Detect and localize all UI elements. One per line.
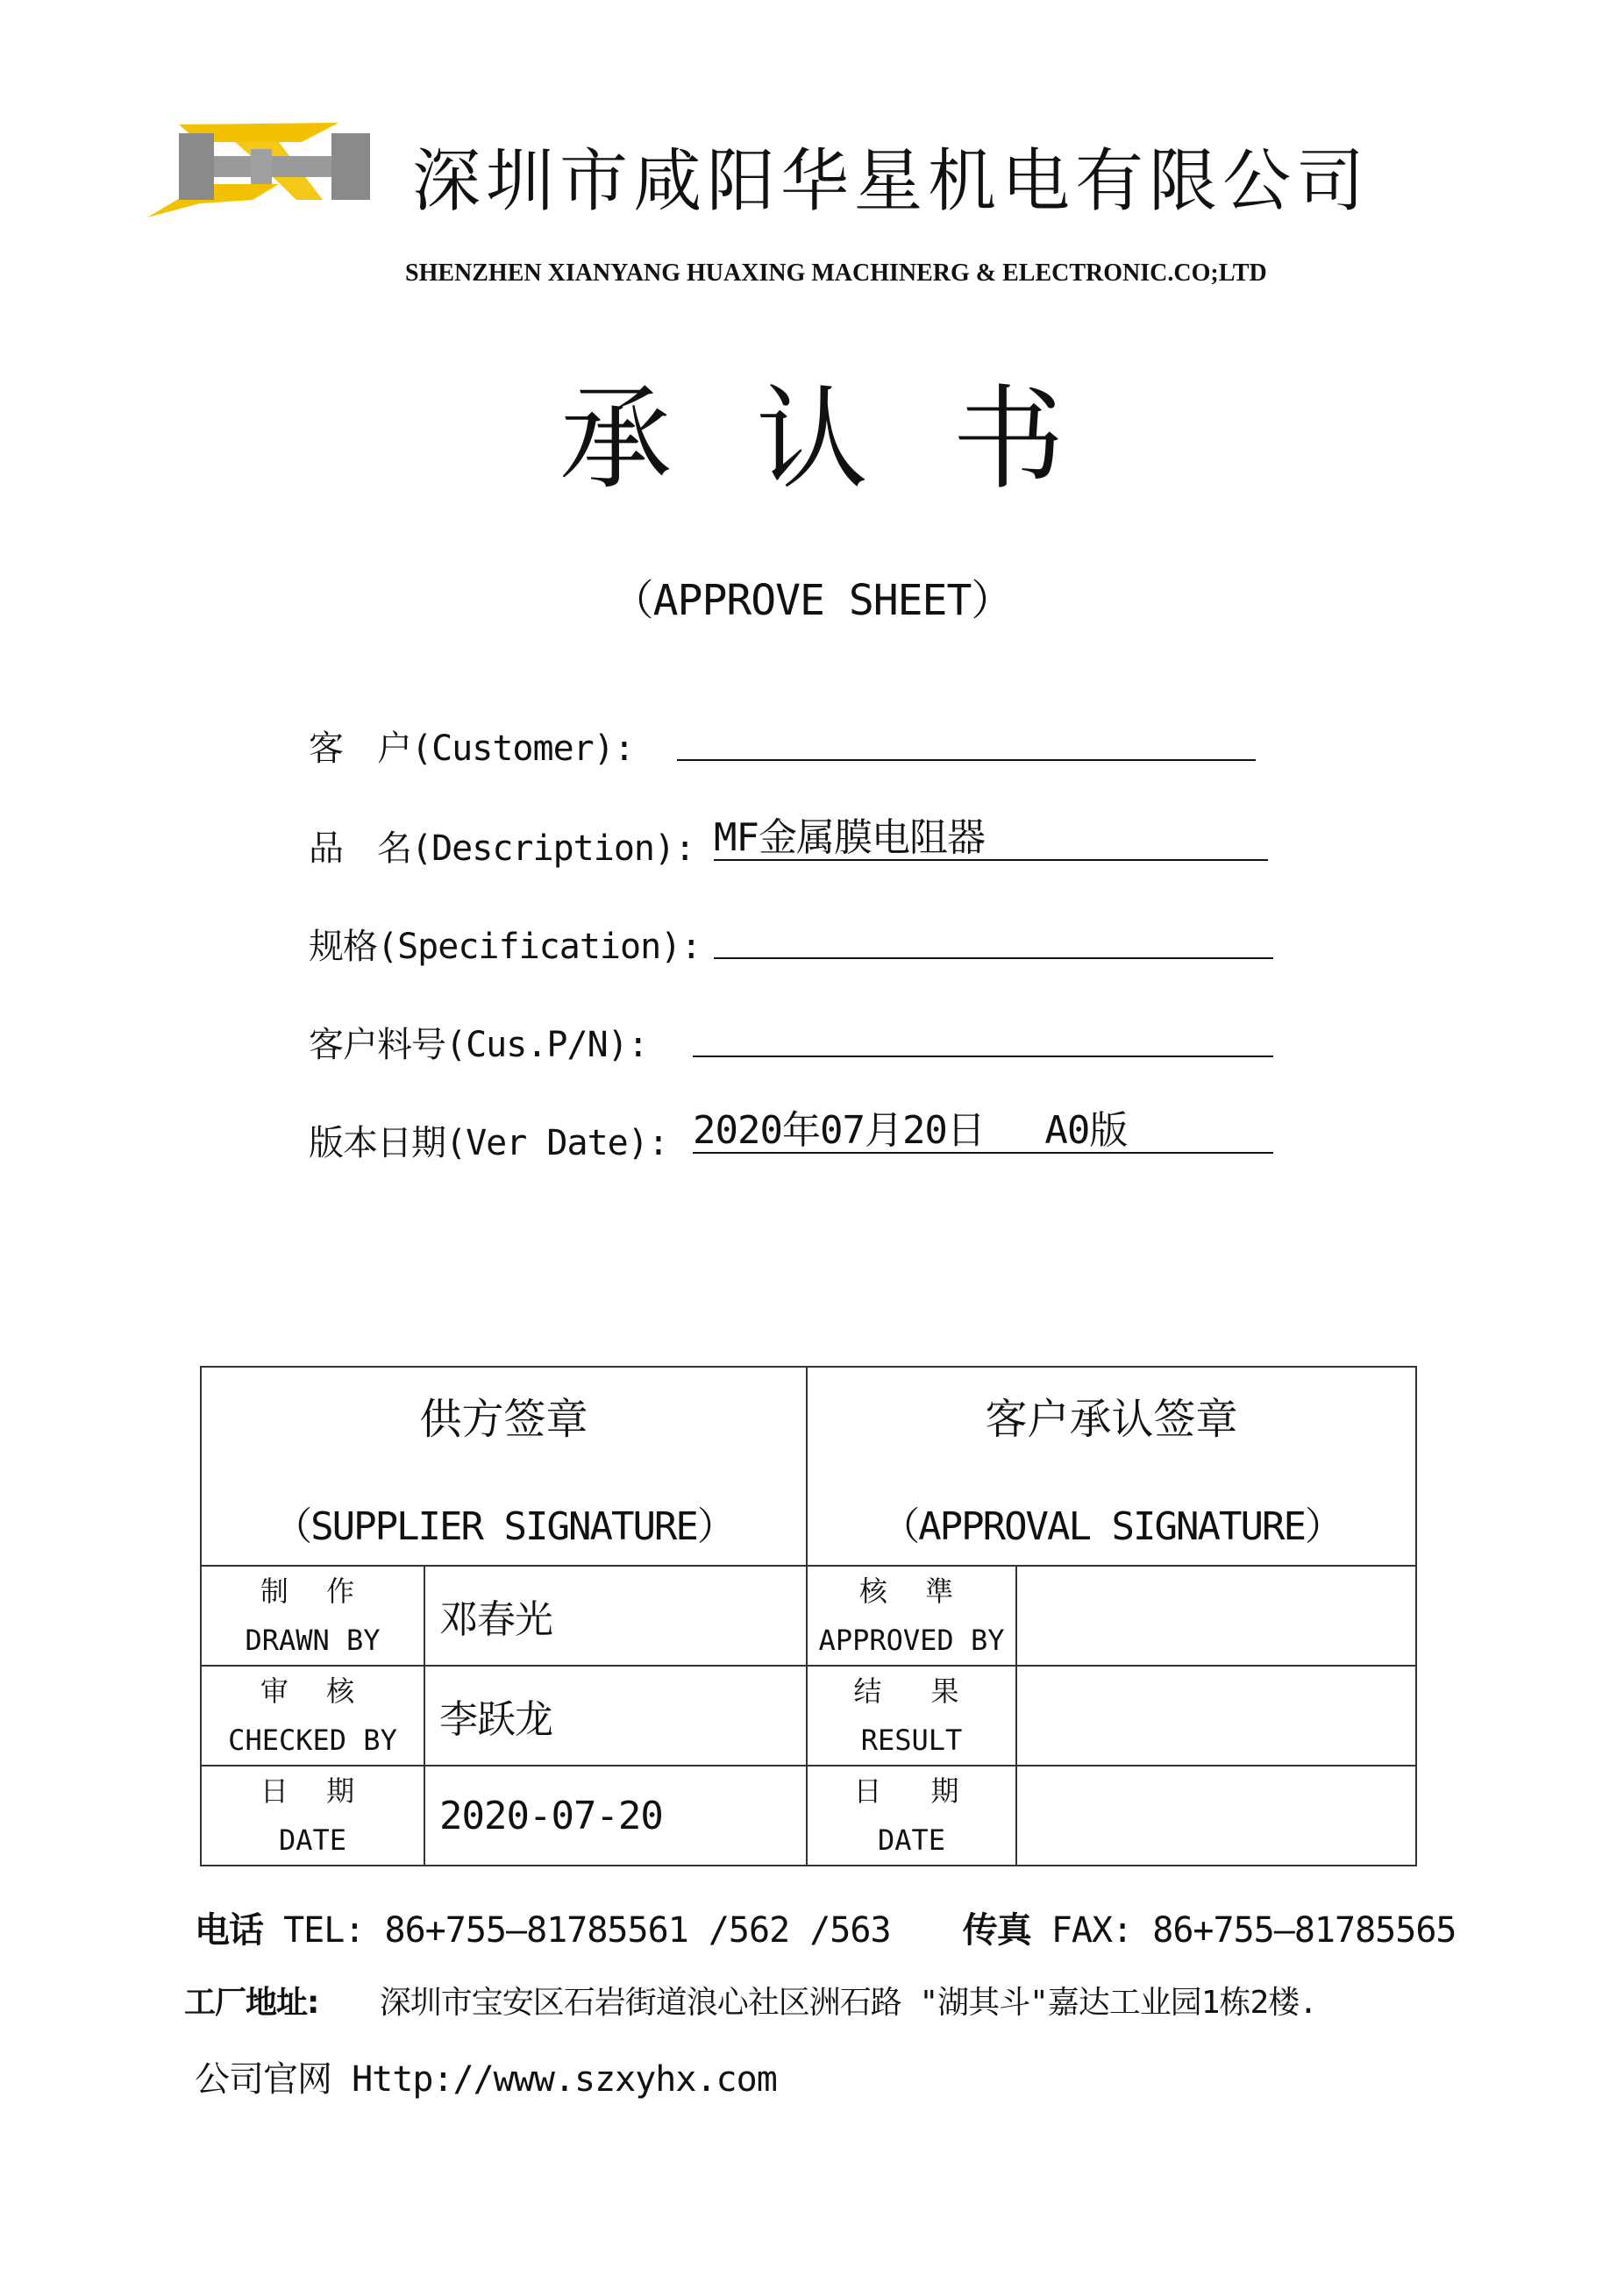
supplier-signature-header xyxy=(201,1367,807,1566)
address-label: 工厂地址: xyxy=(184,1985,319,2021)
drawn-by-value[interactable]: 邓春光 xyxy=(424,1566,807,1666)
customer-part-number-field[interactable] xyxy=(693,1013,1273,1057)
title-char: 承 xyxy=(559,374,672,505)
address-line xyxy=(184,1978,1317,2022)
fax-value: FAX: 86+755—81785565 xyxy=(1051,1910,1457,1951)
customer-signature-header xyxy=(807,1367,1416,1566)
customer-label: 客 户(Customer): xyxy=(309,729,634,769)
contact-line xyxy=(195,1902,1456,1952)
description-label: 品 名(Description): xyxy=(309,828,695,869)
tel-value: TEL: 86+755—81785561 /562 /563 xyxy=(283,1910,891,1951)
website-line[interactable]: 公司官网 Http://www.szxyhx.com xyxy=(195,2059,777,2100)
specification-field[interactable] xyxy=(714,915,1273,959)
version-date-label: 版本日期(Ver Date): xyxy=(309,1123,668,1163)
description-field[interactable]: MF金属膜电阻器 xyxy=(714,817,1268,861)
address-value: 深圳市宝安区石岩街道浪心社区洲石路 "湖其斗"嘉达工业园1栋2楼. xyxy=(379,1985,1317,2021)
result-label: 结 果 RESULT xyxy=(807,1666,1016,1766)
drawn-by-label: 制 作 DRAWN BY xyxy=(201,1566,424,1666)
checked-by-label: 审 核 CHECKED BY xyxy=(201,1666,424,1766)
result-value[interactable] xyxy=(1016,1666,1416,1766)
customer-signature-title-en: （APPROVAL SIGNATURE） xyxy=(881,1504,1342,1549)
customer-date-value[interactable] xyxy=(1016,1766,1416,1866)
title-char: 书 xyxy=(952,374,1065,505)
supplier-date-label: 日 期 DATE xyxy=(201,1766,424,1866)
document-title-en: （APPROVE SHEET） xyxy=(611,576,1013,625)
customer-field[interactable] xyxy=(677,717,1256,761)
company-logo xyxy=(147,116,384,219)
customer-date-label: 日 期 DATE xyxy=(807,1766,1016,1866)
customer-part-number-label: 客户料号(Cus.P/N): xyxy=(309,1025,648,1065)
tel-label: 电话 xyxy=(195,1910,263,1951)
checked-by-value[interactable]: 李跃龙 xyxy=(424,1666,807,1766)
supplier-signature-title-en: （SUPPLIER SIGNATURE） xyxy=(274,1504,734,1549)
fax-label: 传真 xyxy=(962,1910,1031,1951)
customer-signature-title: 客户承认签章 xyxy=(985,1395,1238,1444)
supplier-date-value[interactable]: 2020-07-20 xyxy=(424,1766,807,1866)
table-row xyxy=(201,1666,1416,1766)
supplier-signature-title: 供方签章 xyxy=(419,1395,588,1444)
company-name-en: SHENZHEN XIANYANG HUAXING MACHINERG & ELECTRONIC.CO;LTD xyxy=(405,259,1267,287)
title-char: 认 xyxy=(755,374,868,505)
version-date-field[interactable]: 2020年07月20日 A0版 xyxy=(693,1110,1273,1154)
table-row xyxy=(201,1566,1416,1666)
signature-table xyxy=(200,1366,1417,1866)
specification-label: 规格(Specification): xyxy=(309,927,702,967)
company-name-cn: 深圳市咸阳华星机电有限公司 xyxy=(412,142,1371,221)
table-row xyxy=(201,1766,1416,1866)
approved-by-label: 核 準 APPROVED BY xyxy=(807,1566,1016,1666)
approved-by-value[interactable] xyxy=(1016,1566,1416,1666)
document-title xyxy=(0,374,1624,505)
